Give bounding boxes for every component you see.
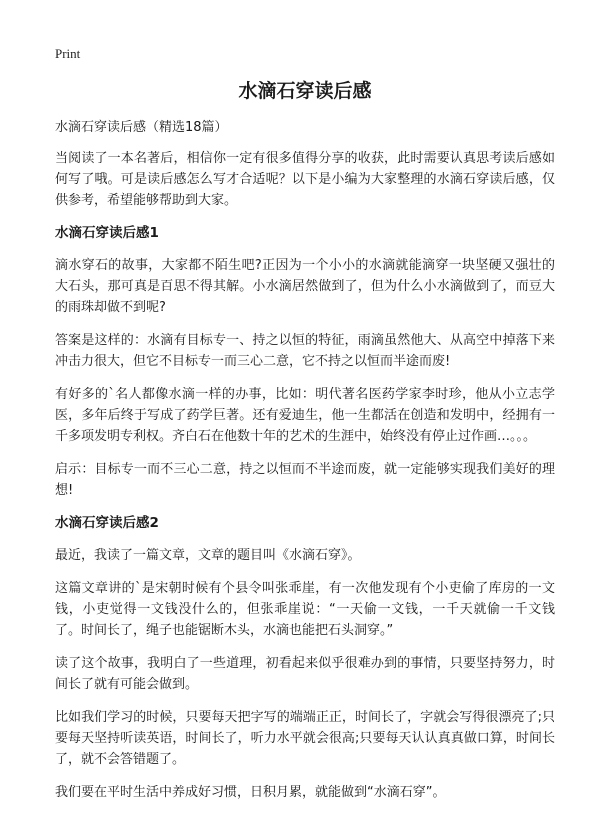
section-heading-2: 水滴石穿读后感2 (55, 515, 159, 531)
document-page (55, 78, 555, 815)
section-2-paragraph-5: 我们要在平时生活中养成好习惯，日积月累，就能做到“水滴石穿”。 (55, 785, 446, 800)
section-2-paragraph-4: 比如我们学习的时候，只要每天把字写的端端正正，时间长了，字就会写得很漂亮了;只要每天坚持听读英语，时间长了，听力水平就会很高;只要每天认认真真做口算，时间长了，就不会答错题了。 (55, 710, 555, 767)
page-title: 水滴石穿读后感 (238, 80, 372, 102)
section-2-paragraph-1: 最近，我读了一篇文章，文章的题目叫《水滴石穿》。 (55, 548, 361, 563)
section-2-paragraph-3: 读了这个故事，我明白了一些道理，初看起来似乎很难办到的事情，只要坚持努力，时间长了就有可能会做到。 (55, 656, 555, 692)
section-2-paragraph-2: 这篇文章讲的`是宋朝时候有个县令叫张乖崖，有一次他发现有个小吏偷了库房的一文钱，小吏觉得一文钱没什么的，但张乖崖说：“一天偷一文钱，一千天就偷一千文钱了。时间长了，绳子也能锯断木头，水滴也能把石头洞穿。” (55, 581, 555, 638)
section-heading-1: 水滴石穿读后感1 (55, 225, 159, 241)
intro-paragraph: 当阅读了一本名著后，相信你一定有很多值得分享的收获，此时需要认真思考读后感如何写了哦。可是读后感怎么写才合适呢？以下是小编为大家整理的水滴石穿读后感，仅供参考，希望能够帮助到大家。 (55, 151, 555, 208)
section-1-paragraph-3: 有好多的`名人都像水滴一样的办事，比如：明代著名医药学家李时珍，他从小立志学医，多年后终于写成了药学巨著。还有爱迪生，他一生都活在创造和发明中，经拥有一千多项发明专利权。齐白石在他数十年的艺术的生涯中，始终没有停止过作画…。。。 (55, 387, 555, 444)
page-subtitle: 水滴石穿读后感（精选18篇） (55, 120, 228, 135)
section-1-paragraph-2: 答案是这样的：水滴有目标专一、持之以恒的特征，雨滴虽然他大、从高空中掉落下来冲击力很大，但它不目标专一而三心二意，它不持之以恒而半途而废! (55, 333, 555, 369)
section-1-paragraph-4: 启示：目标专一而不三心二意，持之以恒而不半途而废，就一定能够实现我们美好的理想! (55, 462, 555, 498)
section-1-paragraph-1: 滴水穿石的故事，大家都不陌生吧?正因为一个小小的水滴就能滴穿一块坚硬又强壮的大石头，那可真是百思不得其解。小水滴居然做到了，但为什么小水滴做到了，而豆大的雨珠却做不到呢? (55, 258, 555, 315)
print-label[interactable]: Print (55, 46, 81, 61)
